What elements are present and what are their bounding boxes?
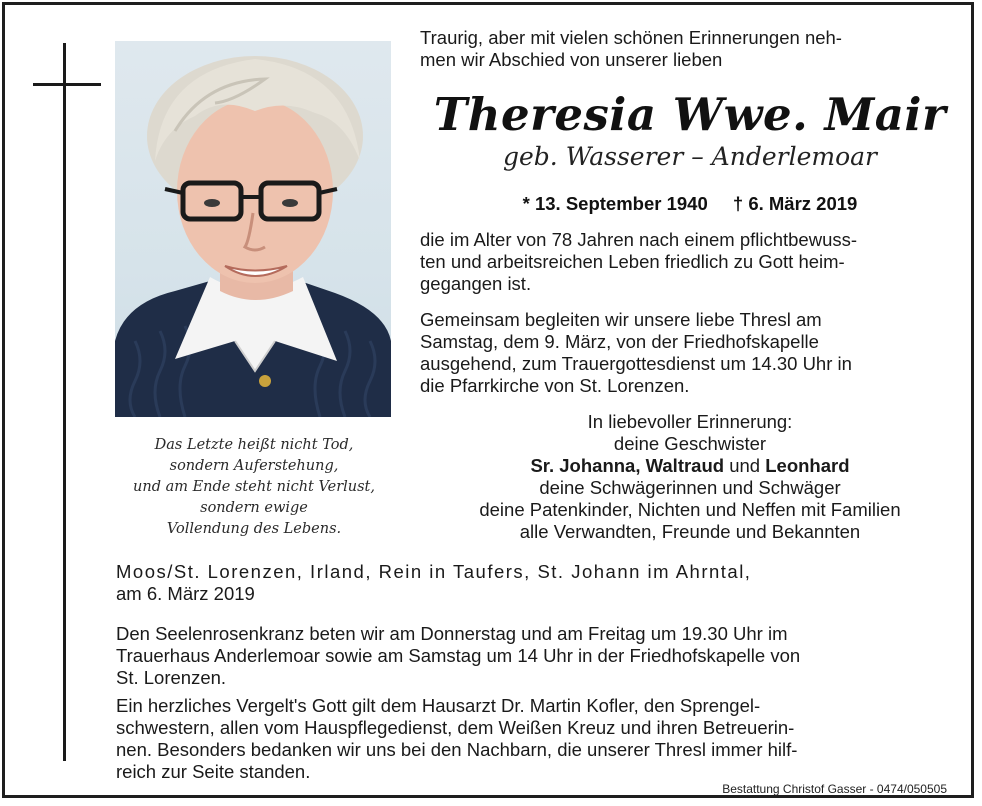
- poem-line: Das Letzte heißt nicht Tod,: [154, 437, 354, 453]
- paragraph-passing: [420, 229, 857, 295]
- paragraph-line: Gemeinsam begleiten wir unsere liebe Thresl am: [420, 309, 822, 330]
- poem-line: sondern Auferstehung,: [169, 458, 339, 474]
- siblings-names: [420, 455, 960, 477]
- paragraph-line: Ein herzliches Vergelt's Gott gilt dem Hausarzt Dr. Martin Kofler, den Sprengel-: [116, 695, 761, 716]
- birth-date: * 13. September 1940: [522, 193, 708, 214]
- obituary-notice: [2, 2, 974, 798]
- date-line: am 6. März 2019: [116, 583, 255, 604]
- siblings-and: und: [724, 455, 766, 476]
- paragraph-line: Samstag, dem 9. März, von der Friedhofskapelle: [420, 331, 819, 352]
- mourners-line: alle Verwandten, Freunde und Bekannten: [519, 521, 861, 542]
- siblings-intro: deine Geschwister: [613, 433, 767, 454]
- paragraph-line: Trauerhaus Anderlemoar sowie am Samstag um 14 Uhr in der Friedhofskapelle von: [116, 645, 801, 666]
- paragraph-line: reich zur Seite standen.: [116, 761, 311, 782]
- mourners-heading: In liebevoller Erinnerung:: [587, 411, 793, 432]
- poem-line: und am Ende steht nicht Verlust,: [133, 479, 375, 495]
- rosary-paragraph: [116, 623, 800, 689]
- paragraph-line: ausgehend, zum Trauergottesdienst um 14.30 Uhr in: [420, 353, 852, 374]
- intro-text: [420, 27, 842, 71]
- intro-line: men wir Abschied von unserer lieben: [420, 49, 723, 70]
- funeral-home-credit: Bestattung Christof Gasser - 0474/050505: [722, 782, 947, 796]
- portrait-photo: [115, 41, 391, 417]
- paragraph-line: Den Seelenrosenkranz beten wir am Donnerstag und am Freitag um 19.30 Uhr im: [116, 623, 788, 644]
- deceased-name: Theresia Wwe. Mair: [433, 88, 947, 141]
- paragraph-line: die im Alter von 78 Jahren nach einem pflichtbewuss-: [420, 229, 858, 250]
- paragraph-line: gegangen ist.: [420, 273, 532, 294]
- life-dates: [420, 192, 960, 216]
- paragraph-line: die Pfarrkirche von St. Lorenzen.: [420, 375, 690, 396]
- paragraph-line: nen. Besonders bedanken wir uns bei den Nachbarn, die unserer Thresl immer hilf-: [116, 739, 798, 760]
- cross-horizontal-bar: [33, 83, 101, 86]
- birth-name: geb. Wasserer – Anderlemoar: [503, 142, 877, 171]
- mourners-line: deine Patenkinder, Nichten und Neffen mit Familien: [479, 499, 901, 520]
- death-date: † 6. März 2019: [732, 193, 858, 214]
- mourners-list: [420, 411, 960, 543]
- intro-line: Traurig, aber mit vielen schönen Erinnerungen neh-: [420, 27, 842, 48]
- paragraph-line: ten und arbeitsreichen Leben friedlich zu Gott heim-: [420, 251, 845, 272]
- paragraph-line: schwestern, allen vom Hauspflegedienst, dem Weißen Kreuz und ihren Betreuerin-: [116, 717, 795, 738]
- poem-line: Vollendung des Lebens.: [166, 521, 342, 537]
- cross-vertical-bar: [63, 43, 66, 761]
- poem-line: sondern ewige: [200, 500, 308, 516]
- place-line: Moos/St. Lorenzen, Irland, Rein in Taufers, St. Johann im Ahrntal,: [116, 561, 752, 582]
- poem: [109, 435, 399, 540]
- paragraph-funeral: [420, 309, 852, 397]
- siblings-names-bold: Sr. Johanna, Waltraud: [530, 455, 725, 476]
- place-and-date: [116, 561, 751, 605]
- siblings-last-name: Leonhard: [765, 455, 850, 476]
- mourners-line: deine Schwägerinnen und Schwäger: [539, 477, 841, 498]
- thanks-paragraph: [116, 695, 797, 783]
- paragraph-line: St. Lorenzen.: [116, 667, 227, 688]
